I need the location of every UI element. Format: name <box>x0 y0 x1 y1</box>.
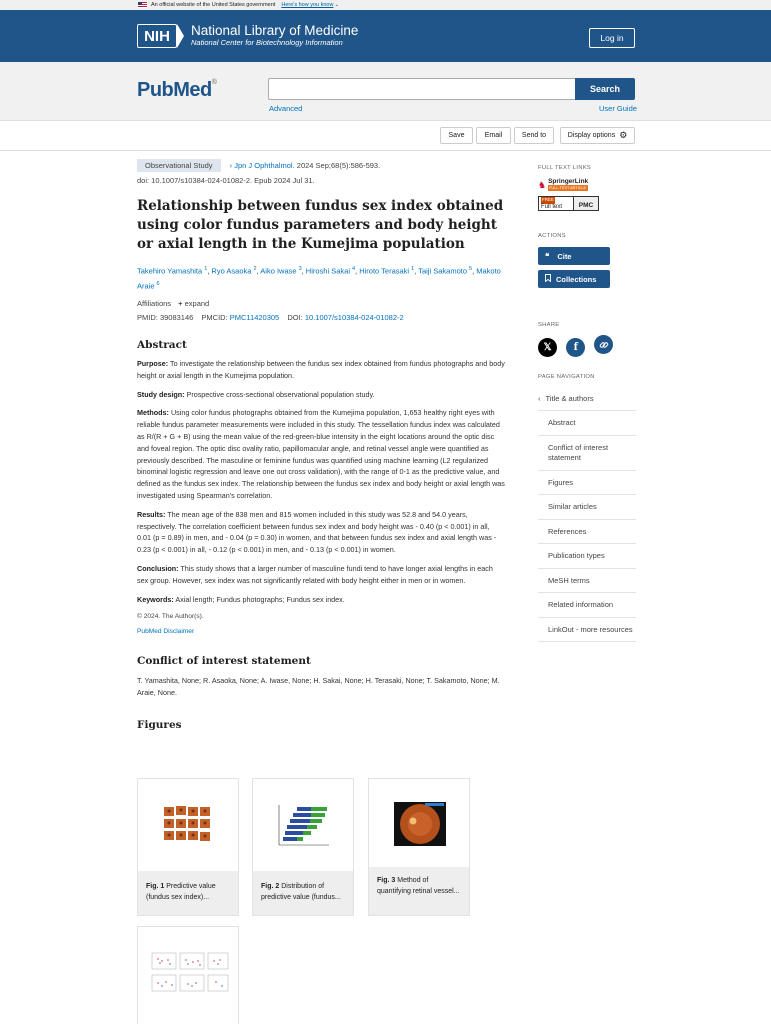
author-affiliation-number[interactable]: 1 <box>204 266 208 272</box>
figure-card-3[interactable] <box>368 778 470 916</box>
collections-label: Collections <box>556 274 597 284</box>
pmc-logo: PMC <box>573 197 598 210</box>
design-text: Prospective cross-sectional observational population study. <box>186 389 375 399</box>
figure-4-thumbnail <box>138 927 238 1019</box>
nav-references[interactable]: References <box>538 520 636 545</box>
figure-3-thumbnail <box>369 779 469 867</box>
pmid-value: 39083146 <box>159 313 194 322</box>
full-text-label: Full text <box>541 203 563 210</box>
chevron-left-icon: ‹ <box>538 393 541 403</box>
free-badge: FREE <box>541 197 554 202</box>
author-separator: , <box>301 266 306 276</box>
nlm-logo[interactable] <box>137 24 358 48</box>
nih-header <box>0 10 771 62</box>
author-link[interactable]: Hiroshi Sakai <box>305 266 350 276</box>
copy-link-icon[interactable] <box>594 335 613 354</box>
author-affiliation-number[interactable]: 5 <box>469 266 473 272</box>
author-affiliation-number[interactable]: 3 <box>298 266 302 272</box>
conclusion-label: Conclusion: <box>137 563 179 573</box>
doi-line: doi: 10.1007/s10384-024-01082-2. Epub 2024 Jul 31. <box>137 176 315 185</box>
figure-1-thumbnail <box>138 779 238 871</box>
collections-button[interactable] <box>538 270 610 288</box>
heres-how-link[interactable]: Here's how you know <box>281 2 334 8</box>
figure-2-image <box>253 779 353 871</box>
article-type-badge: Observational Study <box>137 159 221 172</box>
author-separator: , <box>256 266 261 276</box>
bookmark-icon <box>545 274 551 284</box>
figure-2-caption-text: Distribution of predictive value (fundus... <box>261 883 341 901</box>
author-affiliation-number[interactable]: 2 <box>253 266 257 272</box>
facebook-icon[interactable]: f <box>566 338 585 357</box>
cite-label: Cite <box>557 251 572 261</box>
login-button[interactable]: Log in <box>589 28 635 48</box>
author-separator: , <box>355 266 360 276</box>
figure-2-caption <box>253 871 353 915</box>
nav-figures[interactable]: Figures <box>538 471 636 496</box>
doi-link[interactable]: 10.1007/s10384-024-01082-2 <box>304 313 404 322</box>
figure-1-caption-text: Predictive value (fundus sex index)... <box>146 883 216 901</box>
page-navigation-label: PAGE NAVIGATION <box>538 373 595 380</box>
registered-mark: ® <box>211 79 217 86</box>
keywords-label: Keywords: <box>137 594 174 604</box>
search-band <box>0 62 771 121</box>
article-title: Relationship between fundus sex index obtained using color fundus parameters and body height or axial length in the Kumejima population <box>137 198 504 252</box>
nav-related-information[interactable]: Related information <box>538 593 636 618</box>
full-text-links-label: FULL TEXT LINKS <box>538 165 592 171</box>
gov-banner <box>0 0 771 10</box>
nlm-title: National Library of Medicine <box>191 23 359 38</box>
share-label: SHARE <box>538 322 560 328</box>
author-affiliation-number[interactable]: 6 <box>156 280 160 287</box>
springer-horse-icon: ♞ <box>538 179 547 190</box>
nav-title-authors[interactable] <box>538 387 636 412</box>
search-button[interactable]: Search <box>575 78 635 100</box>
conclusion-text: This study shows that a larger number of masculine fundi tend to have longer axial lengths in each sex group. However, sex index was not significantly related with body height either in men or in women. <box>137 563 493 585</box>
methods-label: Methods: <box>137 408 169 418</box>
plus-icon: + <box>178 299 183 308</box>
figure-card-1[interactable] <box>137 778 239 916</box>
keywords-text: Axial length; Fundus photographs; Fundus sex index. <box>175 594 345 604</box>
author-link[interactable]: Takehiro Yamashita <box>137 266 203 276</box>
figure-2-label: Fig. 2 <box>261 883 280 890</box>
abstract-conclusion <box>137 563 505 587</box>
figure-1-caption <box>138 871 238 915</box>
design-label: Study design: <box>137 389 185 399</box>
springer-full-text-badge: FULL-TEXT ARTICLE <box>548 185 588 191</box>
pmid-label: PMID: <box>137 313 158 322</box>
cite-button[interactable] <box>538 247 610 265</box>
share-icons <box>538 335 636 357</box>
pubmed-logo-text: PubMed <box>137 79 212 101</box>
springerlink-text: SpringerLink <box>548 178 589 185</box>
nih-logo-box: NIH <box>137 24 177 48</box>
methods-text: Using color fundus photographs obtained from the Kumejima population, 1,653 healthy right eyes with reliable fundus parameter measurements were included in this study. The tessellation fundus index was calculated as R/(R + G + B) using the mean value of the red-green-blue intensity in the eight locations around the optic disc and foveal region. The optic disc ovality ratio, papillomacular angle, and retinal vessel angle were quantified as previously described. The masculine or feminine fundus was quantified using machine learning (L2 regularized binominal logistic regression and leave one out cross validation), with the range of 0-1 as the predictive value, and defined as the fundus sex index. The relationship between the fundus sex index and body height or axial length was investigated using Spearman's correlation. <box>137 408 505 500</box>
citation-row <box>137 159 505 172</box>
pmcid-label: PMCID: <box>201 313 228 322</box>
author-separator: , <box>414 266 419 276</box>
display-options-button[interactable] <box>560 127 635 144</box>
pmcid-link[interactable]: PMC11420305 <box>229 313 280 322</box>
nlm-subtitle: National Center for Biotechnology Information <box>191 38 343 47</box>
pubmed-logo[interactable] <box>137 79 216 102</box>
abstract-heading: Abstract <box>137 339 187 351</box>
chevron-down-icon[interactable]: ⌄ <box>334 2 340 8</box>
pmc-full-text-link[interactable] <box>538 196 599 211</box>
figure-card-4[interactable] <box>137 926 239 1024</box>
doi-label: DOI: <box>287 313 303 322</box>
author-link[interactable]: Aiko Iwase <box>260 266 297 276</box>
abstract-purpose <box>137 358 505 382</box>
right-sidebar <box>538 165 636 642</box>
send-to-button[interactable]: Send to <box>514 127 554 144</box>
chevron-right-icon: › <box>229 161 233 170</box>
email-button[interactable]: Email <box>476 127 511 144</box>
identifiers-row <box>137 313 505 322</box>
abstract-design <box>137 389 505 401</box>
springerlink-link[interactable] <box>538 179 636 191</box>
figure-3-label: Fig. 3 <box>377 877 396 884</box>
figures-heading: Figures <box>137 718 182 731</box>
save-button[interactable]: Save <box>440 127 473 144</box>
copyright-text: © 2024. The Author(s). <box>137 613 204 621</box>
affiliations-label: Affiliations <box>137 299 172 308</box>
figure-2-thumbnail <box>253 779 353 871</box>
expand-label: expand <box>184 299 210 308</box>
actions-label: ACTIONS <box>538 233 566 239</box>
purpose-text: To investigate the relationship between the fundus sex index obtained from fundus photographs and body height or axial length in the Kumejima population. <box>137 359 505 380</box>
abstract-methods <box>137 407 505 501</box>
figure-3-caption <box>369 867 469 915</box>
nav-abstract[interactable]: Abstract <box>538 411 636 436</box>
nav-conflict-of-interest[interactable]: Conflict of interest statement <box>538 436 636 471</box>
user-guide-link[interactable]: User Guide <box>599 104 637 113</box>
coi-heading: Conflict of interest statement <box>137 655 311 668</box>
advanced-search-link[interactable]: Advanced <box>269 104 303 113</box>
author-link[interactable]: Makoto Araie <box>137 266 501 290</box>
nav-similar-articles[interactable]: Similar articles <box>538 495 636 520</box>
figure-3-image <box>369 779 469 867</box>
journal-link[interactable]: Jpn J Ophthalmol. <box>234 161 295 170</box>
author-separator: , <box>207 266 212 276</box>
abstract-results <box>137 509 505 556</box>
page-nav-list <box>538 387 636 643</box>
nav-mesh-terms[interactable]: MeSH terms <box>538 569 636 594</box>
author-affiliation-number[interactable]: 4 <box>351 266 356 272</box>
us-flag-icon <box>138 2 147 8</box>
author-list <box>137 263 505 292</box>
figure-1-image <box>138 779 238 871</box>
search-input[interactable] <box>268 78 576 100</box>
results-label: Results: <box>137 509 166 519</box>
affiliations-row[interactable] <box>137 299 505 308</box>
purpose-label: Purpose: <box>137 359 169 368</box>
gear-icon: ⚙ <box>619 130 628 140</box>
author-link[interactable]: Taiji Sakamoto <box>418 266 467 276</box>
gov-banner-text: An official website of the United States government <box>151 2 276 8</box>
results-text: The mean age of the 838 men and 815 women included in this study was 52.8 and 54.0 years, respectively. The correlation coefficient between fundus sex index and body height was - 0.40 (p < 0.001) in all, 0.01 (p = 0.89) in men, and - 0.04 (p = 0.30) in women, and that between fundus sex index and axial length was - 0.23 (p < 0.001) in all, - 0.12 (p < 0.001) in men, and - 0.13 (p < 0.001) in women. <box>137 509 497 555</box>
nav-linkout[interactable]: LinkOut - more resources <box>538 618 636 643</box>
figure-1-label: Fig. 1 <box>146 883 165 890</box>
citation-text: 2024 Sep;68(5):586-593. <box>296 161 381 170</box>
author-separator: , <box>472 266 477 276</box>
quote-icon: ❝ <box>545 251 550 261</box>
author-affiliation-number[interactable]: 1 <box>411 266 415 272</box>
article-main <box>137 159 505 731</box>
figure-3-caption-text: Method of quantifying retinal vessel... <box>377 877 460 895</box>
author-link[interactable]: Hiroto Terasaki <box>359 266 410 276</box>
article-toolbar <box>0 121 771 151</box>
nav-title-authors-label: Title & authors <box>545 393 594 403</box>
pubmed-disclaimer-link[interactable]: PubMed Disclaimer <box>137 628 195 636</box>
author-link[interactable]: Ryo Asaoka <box>211 266 252 276</box>
abstract-keywords <box>137 594 505 606</box>
nav-publication-types[interactable]: Publication types <box>538 544 636 569</box>
figure-card-2[interactable] <box>252 778 354 916</box>
display-options-label: Display options <box>567 132 616 139</box>
figure-4-image <box>138 927 238 1019</box>
x-twitter-icon[interactable]: 𝕏 <box>538 338 557 357</box>
coi-text: T. Yamashita, None; R. Asaoka, None; A. Iwase, None; H. Sakai, None; H. Terasaki, None; T. Sakamoto, None; M. Araie, None. <box>137 676 500 698</box>
